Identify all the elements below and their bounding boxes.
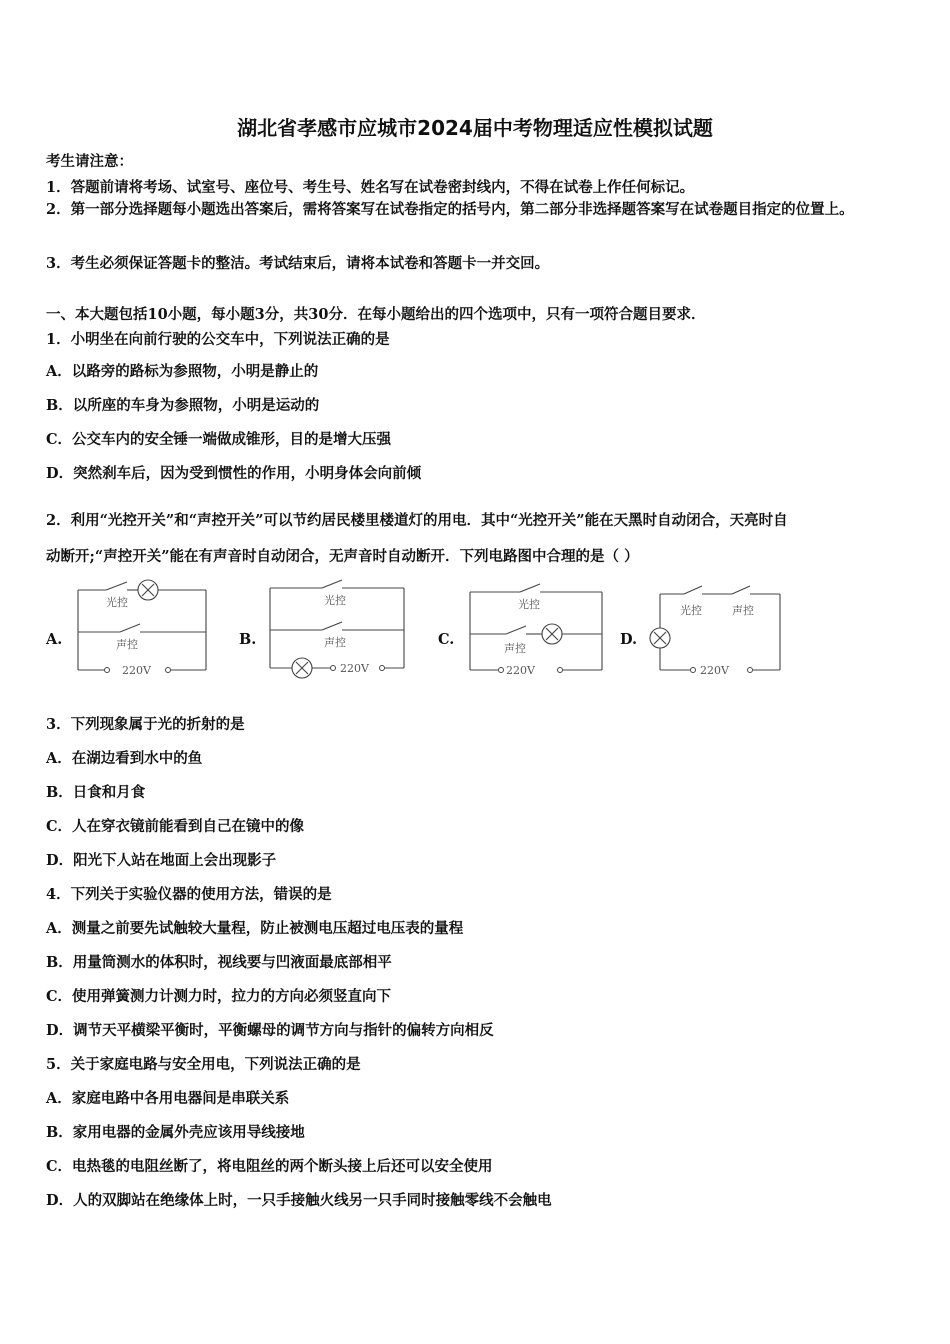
q1-option-c: C．公交车内的安全锤一端做成锥形，目的是增大压强 bbox=[46, 431, 392, 448]
light-switch-label: 光控 bbox=[106, 596, 128, 609]
q2-stem-line1: 2．利用“光控开关”和“声控开关”可以节约居民楼里楼道灯的用电．其中“光控开关”能在天黑时自动闭合，天亮时自 bbox=[46, 512, 788, 529]
q3-option-a: A．在湖边看到水中的鱼 bbox=[46, 750, 203, 767]
q5-option-b: B．家用电器的金属外壳应该用导线接地 bbox=[46, 1124, 305, 1141]
q4-option-c: C．使用弹簧测力计测力时，拉力的方向必须竖直向下 bbox=[46, 988, 392, 1005]
circuit-diagram-c bbox=[462, 578, 612, 683]
voltage-label: 220V bbox=[506, 664, 535, 677]
notice-item-2: 2．第一部分选择题每小题选出答案后，需将答案写在试卷指定的括号内，第二部分非选择题答案写在试卷题目指定的位置上。 bbox=[46, 201, 854, 218]
q4-stem: 4．下列关于实验仪器的使用方法，错误的是 bbox=[46, 886, 332, 903]
sound-switch-label: 声控 bbox=[116, 638, 138, 651]
voltage-label: 220V bbox=[122, 664, 151, 677]
circuit-diagram-a bbox=[70, 578, 215, 683]
q2-stem-line2: 动断开;“声控开关”能在有声音时自动闭合，无声音时自动断开．下列电路图中合理的是（ ） bbox=[46, 548, 639, 565]
light-switch-label: 光控 bbox=[518, 598, 540, 611]
light-switch-label: 光控 bbox=[680, 604, 702, 617]
q5-option-a: A．家庭电路中各用电器间是串联关系 bbox=[46, 1090, 290, 1107]
q5-option-d: D．人的双脚站在绝缘体上时，一只手接触火线另一只手同时接触零线不会触电 bbox=[46, 1192, 552, 1209]
q1-option-a: A．以路旁的路标为参照物，小明是静止的 bbox=[46, 363, 319, 380]
q3-option-d: D．阳光下人站在地面上会出现影子 bbox=[46, 852, 277, 869]
voltage-label: 220V bbox=[700, 664, 729, 677]
notice-heading: 考生请注意： bbox=[46, 153, 133, 170]
q4-option-a: A．测量之前要先试触较大量程，防止被测电压超过电压表的量程 bbox=[46, 920, 464, 937]
q5-option-c: C．电热毯的电阻丝断了，将电阻丝的两个断头接上后还可以安全使用 bbox=[46, 1158, 493, 1175]
light-switch-label: 光控 bbox=[324, 594, 346, 607]
sound-switch-label: 声控 bbox=[732, 604, 754, 617]
circuit-diagram-d bbox=[646, 578, 791, 683]
q3-option-c: C．人在穿衣镜前能看到自己在镜中的像 bbox=[46, 818, 305, 835]
q3-stem: 3．下列现象属于光的折射的是 bbox=[46, 716, 245, 733]
q3-option-b: B．日食和月食 bbox=[46, 784, 146, 801]
sound-switch-label: 声控 bbox=[324, 636, 346, 649]
page-title: 湖北省孝感市应城市2024届中考物理适应性模拟试题 bbox=[237, 116, 713, 140]
notice-item-3: 3．考生必须保证答题卡的整洁。考试结束后，请将本试卷和答题卡一并交回。 bbox=[46, 255, 550, 272]
q2-option-a-label: A. bbox=[46, 631, 63, 648]
q4-option-d: D．调节天平横梁平衡时，平衡螺母的调节方向与指针的偏转方向相反 bbox=[46, 1022, 494, 1039]
sound-switch-label: 声控 bbox=[504, 642, 526, 655]
q1-stem: 1．小明坐在向前行驶的公交车中，下列说法正确的是 bbox=[46, 331, 390, 348]
notice-item-1: 1．答题前请将考场、试室号、座位号、考生号、姓名写在试卷密封线内，不得在试卷上作任何标记。 bbox=[46, 179, 695, 196]
q2-option-c-label: C. bbox=[438, 631, 455, 648]
q2-option-d-label: D. bbox=[620, 631, 638, 648]
q1-option-b: B．以所座的车身为参照物，小明是运动的 bbox=[46, 397, 320, 414]
section-header: 一、本大题包括10小题，每小题3分，共30分．在每小题给出的四个选项中，只有一项符合题目要求． bbox=[46, 306, 706, 323]
circuit-diagram-b bbox=[262, 578, 412, 683]
q2-option-b-label: B. bbox=[239, 631, 257, 648]
q1-option-d: D．突然刹车后，因为受到惯性的作用，小明身体会向前倾 bbox=[46, 465, 422, 482]
q5-stem: 5．关于家庭电路与安全用电，下列说法正确的是 bbox=[46, 1056, 361, 1073]
q4-option-b: B．用量筒测水的体积时，视线要与凹液面最底部相平 bbox=[46, 954, 392, 971]
voltage-label: 220V bbox=[340, 662, 369, 675]
